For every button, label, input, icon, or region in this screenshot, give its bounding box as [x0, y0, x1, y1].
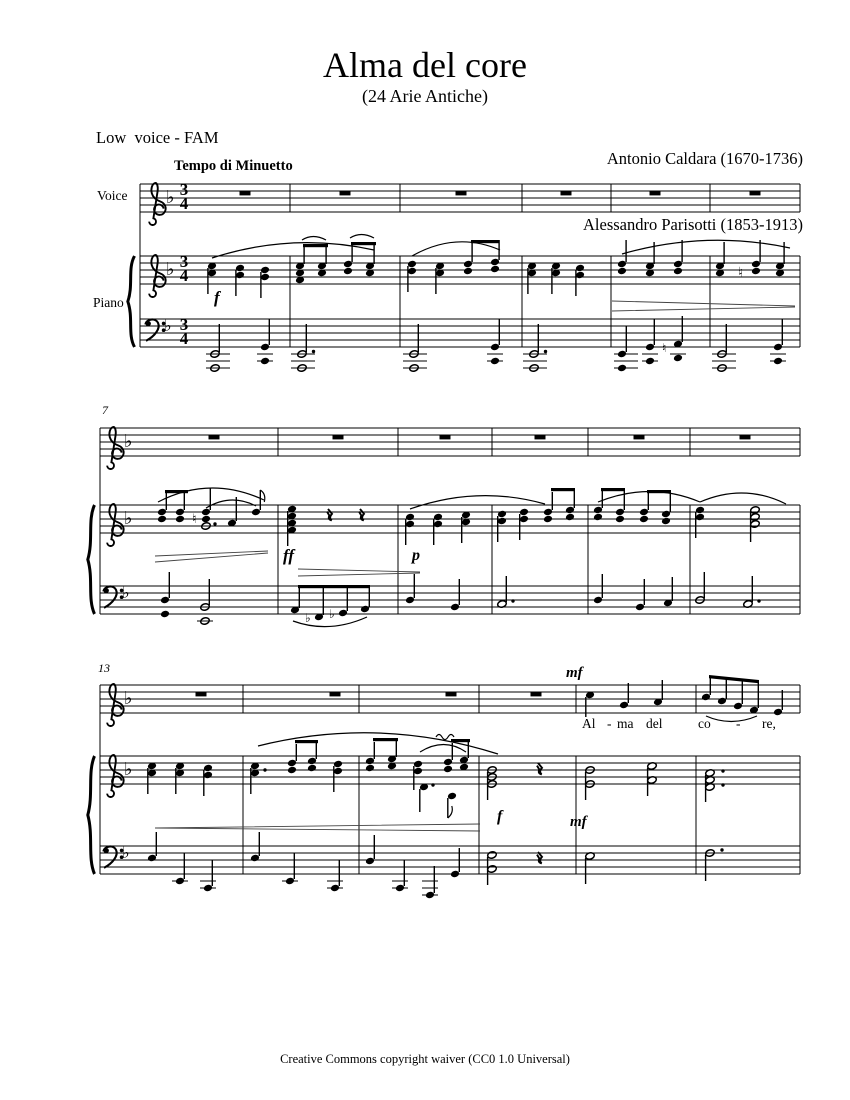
time-signature: 3 4: [179, 180, 189, 213]
dynamic-mf-piano: mf: [570, 814, 587, 830]
piano-brace: [88, 505, 95, 614]
measure-number: 7: [102, 403, 108, 417]
svg-text:♭: ♭: [122, 583, 130, 602]
svg-text:♭: ♭: [166, 259, 175, 280]
piano-part-label: Piano: [93, 295, 124, 310]
edition-label: Low voice - FAM: [96, 128, 219, 147]
system-2-piano-bass-notes: [160, 572, 761, 627]
lyric-syllable: re,: [762, 716, 776, 731]
svg-text:♭: ♭: [329, 607, 335, 621]
system-3-voice-notes: [585, 675, 783, 722]
lyric-syllable: Al: [582, 716, 596, 731]
copyright-notice: Creative Commons copyright waiver (CC0 1.0 Universal): [280, 1052, 570, 1066]
svg-text:♭: ♭: [124, 759, 133, 780]
svg-text:♭: ♭: [124, 431, 133, 452]
page-subtitle: (24 Arie Antiche): [362, 86, 488, 106]
svg-text:♭: ♭: [122, 843, 130, 862]
system-1-piano-bass-notes: [206, 316, 786, 372]
system-3-piano-treble-notes: [147, 733, 725, 831]
treble-clef-icon: [149, 255, 165, 297]
voice-part-label: Voice: [97, 188, 128, 203]
lyric-syllable: co: [698, 716, 711, 731]
system-2: [88, 427, 800, 627]
dynamic-ff: ff: [283, 546, 295, 565]
treble-clef-icon: [107, 755, 123, 797]
lyric-syllable: ma: [617, 716, 634, 731]
time-signature: 3 4: [179, 315, 189, 348]
piano-brace: [88, 756, 95, 874]
dynamic-p: p: [412, 547, 420, 564]
system-3: [88, 675, 800, 899]
arranger-name: Alessandro Parisotti (1853-1913): [583, 215, 803, 234]
svg-text:♮: ♮: [738, 265, 744, 281]
bass-clef-icon: [145, 319, 165, 340]
bass-clef-icon: [103, 586, 123, 607]
svg-text:♭: ♭: [164, 316, 172, 335]
treble-clef-icon: [107, 504, 123, 546]
dynamic-f: f: [214, 288, 220, 307]
time-signature: 3 4: [179, 252, 189, 285]
dynamic-mf-voice: mf: [566, 665, 583, 681]
system-2-piano-treble-notes: [155, 488, 786, 576]
page-title: Alma del core: [323, 45, 527, 85]
bass-clef-icon: [103, 846, 123, 867]
system-2-voice-rests: [209, 435, 751, 439]
tempo-marking: Tempo di Minuetto: [174, 158, 293, 174]
key-signature-flats: [122, 688, 133, 862]
system-3-staff-lines: [100, 685, 800, 874]
measure-number: 13: [98, 661, 110, 675]
lyric-syllable: del: [646, 716, 663, 731]
svg-text:♮: ♮: [192, 512, 197, 527]
svg-text:♭: ♭: [124, 508, 133, 529]
lyric-hyphen: -: [736, 716, 741, 731]
credits-block: [583, 104, 803, 280]
treble-clef-icon: [149, 183, 165, 225]
system-3-piano-bass-notes: [147, 832, 724, 899]
treble-clef-icon: [107, 427, 123, 469]
piano-brace: [128, 256, 135, 347]
svg-text:♭: ♭: [124, 688, 133, 709]
dynamic-f-piano: f: [497, 808, 503, 825]
key-signature-flats: [122, 431, 133, 602]
system-3-voice-rests: [196, 692, 542, 696]
composer-name: Antonio Caldara (1670-1736): [606, 149, 803, 168]
svg-text:♭: ♭: [166, 187, 175, 208]
treble-clef-icon: [107, 684, 123, 726]
svg-text:♭: ♭: [305, 611, 311, 625]
lyric-hyphen: -: [607, 716, 612, 731]
svg-text:♮: ♮: [662, 341, 667, 355]
